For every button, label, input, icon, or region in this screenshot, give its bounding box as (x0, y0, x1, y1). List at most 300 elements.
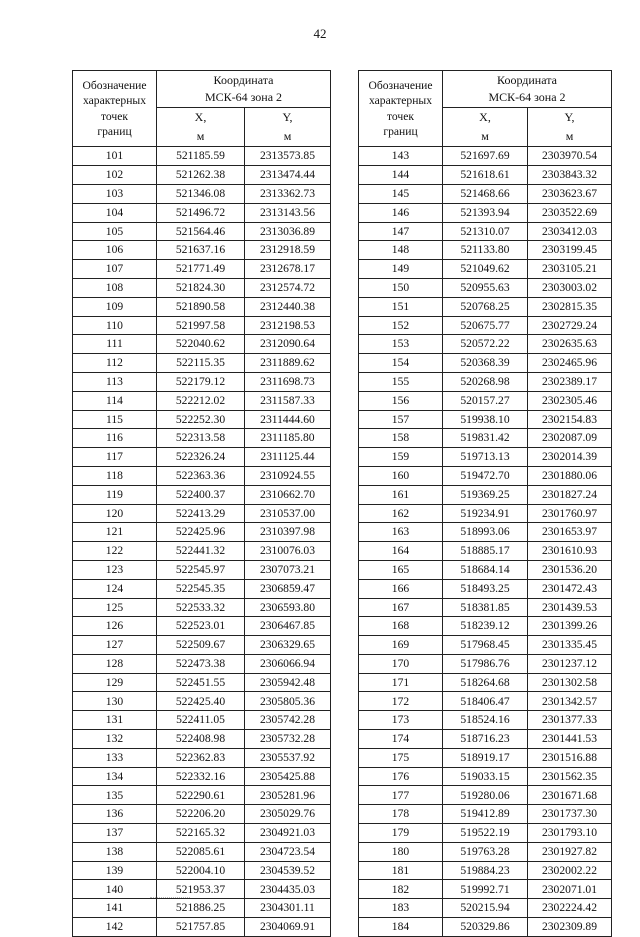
point-id-cell: 109 (73, 297, 157, 316)
point-id-cell: 142 (73, 918, 157, 937)
header-label-line: границ (97, 124, 132, 138)
point-id-cell: 164 (359, 542, 443, 561)
point-id-cell: 180 (359, 842, 443, 861)
y-coordinate-cell: 2313474.44 (245, 166, 331, 185)
point-id-cell: 138 (73, 842, 157, 861)
point-id-cell: 119 (73, 485, 157, 504)
point-id-cell: 133 (73, 748, 157, 767)
point-id-cell: 169 (359, 636, 443, 655)
x-coordinate-cell: 521618.61 (443, 166, 528, 185)
y-coordinate-cell: 2305942.48 (245, 673, 331, 692)
y-coordinate-cell: 2301562.35 (528, 767, 612, 786)
y-coordinate-cell: 2302305.46 (528, 391, 612, 410)
table-row (359, 767, 612, 786)
y-coordinate-cell: 2302224.42 (528, 899, 612, 918)
y-coordinate-cell: 2302071.01 (528, 880, 612, 899)
x-coordinate-cell: 520675.77 (443, 316, 528, 335)
y-coordinate-cell: 2312090.64 (245, 335, 331, 354)
table-row (73, 297, 331, 316)
table-row (359, 316, 612, 335)
table-row (73, 899, 331, 918)
table-row (73, 429, 331, 448)
x-coordinate-cell: 518716.23 (443, 730, 528, 749)
table-row (73, 203, 331, 222)
y-coordinate-cell: 2304723.54 (245, 842, 331, 861)
y-coordinate-cell: 2311889.62 (245, 354, 331, 373)
x-coordinate-cell: 521637.16 (157, 241, 245, 260)
table-row (73, 861, 331, 880)
point-id-cell: 146 (359, 203, 443, 222)
y-coordinate-cell: 2302729.24 (528, 316, 612, 335)
x-coordinate-cell: 520157.27 (443, 391, 528, 410)
table-row (73, 241, 331, 260)
x-axis-header (443, 108, 528, 147)
table-row (359, 673, 612, 692)
x-coordinate-cell: 522413.29 (157, 504, 245, 523)
header-label-line: МСК-64 зона 2 (204, 90, 283, 104)
table-row (359, 260, 612, 279)
y-coordinate-cell: 2313573.85 (245, 147, 331, 166)
x-coordinate-cell: 518493.25 (443, 579, 528, 598)
point-id-cell: 158 (359, 429, 443, 448)
point-id-cell: 143 (359, 147, 443, 166)
x-coordinate-cell: 521953.37 (157, 880, 245, 899)
y-axis-header (245, 108, 331, 147)
x-coordinate-cell: 519831.42 (443, 429, 528, 448)
x-coordinate-cell: 522545.97 (157, 560, 245, 579)
x-coordinate-cell: 520329.86 (443, 918, 528, 937)
y-coordinate-cell: 2313143.56 (245, 203, 331, 222)
table-row (73, 184, 331, 203)
y-coordinate-cell: 2301302.58 (528, 673, 612, 692)
x-coordinate-cell: 522545.35 (157, 579, 245, 598)
header-label-line: точек (386, 109, 415, 123)
point-id-cell: 105 (73, 222, 157, 241)
point-id-cell: 141 (73, 899, 157, 918)
y-coordinate-cell: 2307073.21 (245, 560, 331, 579)
x-coordinate-cell: 519763.28 (443, 842, 528, 861)
table-row (73, 748, 331, 767)
y-coordinate-cell: 2304921.03 (245, 824, 331, 843)
y-coordinate-cell: 2301793.10 (528, 824, 612, 843)
point-id-cell: 176 (359, 767, 443, 786)
table-row (359, 805, 612, 824)
y-coordinate-cell: 2301335.45 (528, 636, 612, 655)
x-coordinate-cell: 522523.01 (157, 617, 245, 636)
point-id-cell: 181 (359, 861, 443, 880)
x-coordinate-cell: 520768.25 (443, 297, 528, 316)
y-coordinate-cell: 2301342.57 (528, 692, 612, 711)
y-coordinate-cell: 2304301.11 (245, 899, 331, 918)
x-coordinate-cell: 518885.17 (443, 542, 528, 561)
table-row (359, 636, 612, 655)
y-coordinate-cell: 2301377.33 (528, 711, 612, 730)
point-id-cell: 156 (359, 391, 443, 410)
point-id-cell: 170 (359, 654, 443, 673)
table-row (359, 542, 612, 561)
y-coordinate-cell: 2303843.32 (528, 166, 612, 185)
table-row (359, 692, 612, 711)
x-coordinate-cell: 521697.69 (443, 147, 528, 166)
point-id-cell: 172 (359, 692, 443, 711)
page-number: 42 (313, 26, 327, 41)
y-coordinate-cell: 2303199.45 (528, 241, 612, 260)
x-coordinate-cell: 520572.22 (443, 335, 528, 354)
point-id-cell: 155 (359, 372, 443, 391)
x-coordinate-cell: 519412.89 (443, 805, 528, 824)
point-id-cell: 108 (73, 278, 157, 297)
point-id-cell: 163 (359, 523, 443, 542)
table-row (73, 354, 331, 373)
y-coordinate-cell: 2311698.73 (245, 372, 331, 391)
table-row (359, 166, 612, 185)
point-id-cell: 113 (73, 372, 157, 391)
table-row (359, 861, 612, 880)
x-coordinate-cell: 522408.98 (157, 730, 245, 749)
point-id-cell: 148 (359, 241, 443, 260)
point-id-cell: 152 (359, 316, 443, 335)
coordinates-table-right (358, 70, 612, 937)
point-id-cell: 168 (359, 617, 443, 636)
table-row (73, 485, 331, 504)
y-coordinate-cell: 2301237.12 (528, 654, 612, 673)
point-id-cell: 117 (73, 448, 157, 467)
y-coordinate-cell: 2303003.02 (528, 278, 612, 297)
table-row (73, 410, 331, 429)
point-designation-header (73, 71, 157, 147)
y-coordinate-cell: 2301610.93 (528, 542, 612, 561)
y-coordinate-cell: 2310397.98 (245, 523, 331, 542)
y-coordinate-cell: 2301671.68 (528, 786, 612, 805)
point-id-cell: 121 (73, 523, 157, 542)
y-coordinate-cell: 2312440.38 (245, 297, 331, 316)
point-id-cell: 165 (359, 560, 443, 579)
y-coordinate-cell: 2305742.28 (245, 711, 331, 730)
point-id-cell: 123 (73, 560, 157, 579)
table-row (73, 222, 331, 241)
y-coordinate-cell: 2304539.52 (245, 861, 331, 880)
table-row (73, 805, 331, 824)
x-coordinate-cell: 522313.58 (157, 429, 245, 448)
point-id-cell: 161 (359, 485, 443, 504)
x-coordinate-cell: 522115.35 (157, 354, 245, 373)
point-id-cell: 178 (359, 805, 443, 824)
point-id-cell: 184 (359, 918, 443, 937)
y-coordinate-cell: 2311125.44 (245, 448, 331, 467)
x-coordinate-cell: 520955.63 (443, 278, 528, 297)
point-id-cell: 122 (73, 542, 157, 561)
x-coordinate-cell: 522165.32 (157, 824, 245, 843)
point-id-cell: 137 (73, 824, 157, 843)
x-coordinate-cell: 518406.47 (443, 692, 528, 711)
y-coordinate-cell: 2301516.88 (528, 748, 612, 767)
table-row (359, 429, 612, 448)
y-coordinate-cell: 2310537.00 (245, 504, 331, 523)
x-coordinate-cell: 520368.39 (443, 354, 528, 373)
point-id-cell: 149 (359, 260, 443, 279)
point-id-cell: 144 (359, 166, 443, 185)
header-label-line: границ (383, 124, 418, 138)
point-id-cell: 104 (73, 203, 157, 222)
y-coordinate-cell: 2301880.06 (528, 466, 612, 485)
table-row (359, 748, 612, 767)
unit-label: м (283, 129, 292, 144)
table-row (73, 692, 331, 711)
point-id-cell: 153 (359, 335, 443, 354)
x-coordinate-cell: 519713.13 (443, 448, 528, 467)
header-label-line: характерных (82, 94, 146, 108)
table-row (73, 598, 331, 617)
x-coordinate-cell: 521468.66 (443, 184, 528, 203)
x-coordinate-cell: 522533.32 (157, 598, 245, 617)
header-label-line: Координата (497, 72, 557, 87)
x-coordinate-cell: 518993.06 (443, 523, 528, 542)
point-id-cell: 129 (73, 673, 157, 692)
point-id-cell: 112 (73, 354, 157, 373)
x-coordinate-cell: 517968.45 (443, 636, 528, 655)
y-coordinate-cell: 2302635.63 (528, 335, 612, 354)
point-id-cell: 101 (73, 147, 157, 166)
table-row (359, 730, 612, 749)
point-id-cell: 139 (73, 861, 157, 880)
x-coordinate-cell: 521133.80 (443, 241, 528, 260)
table-row (73, 786, 331, 805)
table-row (73, 730, 331, 749)
x-coordinate-cell: 521049.62 (443, 260, 528, 279)
table-row (359, 523, 612, 542)
table-row (359, 598, 612, 617)
table-row (359, 391, 612, 410)
point-id-cell: 125 (73, 598, 157, 617)
table-row (73, 166, 331, 185)
x-coordinate-cell: 522451.55 (157, 673, 245, 692)
point-id-cell: 159 (359, 448, 443, 467)
point-id-cell: 182 (359, 880, 443, 899)
x-coordinate-cell: 519938.10 (443, 410, 528, 429)
table-row (359, 617, 612, 636)
unit-label: м (196, 129, 205, 144)
y-coordinate-cell: 2306859.47 (245, 579, 331, 598)
y-coordinate-cell: 2301536.20 (528, 560, 612, 579)
point-id-cell: 102 (73, 166, 157, 185)
x-coordinate-cell: 519884.23 (443, 861, 528, 880)
point-id-cell: 171 (359, 673, 443, 692)
scan-artifact-dots (150, 897, 190, 898)
y-coordinate-cell: 2313362.73 (245, 184, 331, 203)
table-row (359, 410, 612, 429)
point-id-cell: 127 (73, 636, 157, 655)
table-row (73, 147, 331, 166)
x-coordinate-cell: 519280.06 (443, 786, 528, 805)
unit-label: м (565, 129, 574, 144)
y-coordinate-cell: 2301927.82 (528, 842, 612, 861)
y-coordinate-cell: 2302815.35 (528, 297, 612, 316)
point-id-cell: 134 (73, 767, 157, 786)
table-row (359, 899, 612, 918)
point-id-cell: 118 (73, 466, 157, 485)
table-row (359, 354, 612, 373)
coordinates-table-right-body (359, 147, 612, 936)
table-row (73, 824, 331, 843)
x-coordinate-cell: 522425.96 (157, 523, 245, 542)
point-id-cell: 128 (73, 654, 157, 673)
x-coordinate-cell: 521824.30 (157, 278, 245, 297)
x-coordinate-cell: 518239.12 (443, 617, 528, 636)
table-row (73, 372, 331, 391)
x-coordinate-cell: 522085.61 (157, 842, 245, 861)
y-coordinate-cell: 2302002.22 (528, 861, 612, 880)
coordinates-table-left-body (73, 147, 331, 936)
y-coordinate-cell: 2302087.09 (528, 429, 612, 448)
y-coordinate-cell: 2310076.03 (245, 542, 331, 561)
x-coordinate-cell: 521564.46 (157, 222, 245, 241)
point-id-cell: 166 (359, 579, 443, 598)
point-id-cell: 145 (359, 184, 443, 203)
point-id-cell: 114 (73, 391, 157, 410)
x-coordinate-cell: 518919.17 (443, 748, 528, 767)
x-coordinate-cell: 522252.30 (157, 410, 245, 429)
x-coordinate-cell: 521262.38 (157, 166, 245, 185)
table-row (73, 617, 331, 636)
table-row (359, 504, 612, 523)
unit-label: м (481, 129, 489, 144)
table-row (73, 448, 331, 467)
point-id-cell: 131 (73, 711, 157, 730)
x-coordinate-cell: 522411.05 (157, 711, 245, 730)
point-id-cell: 106 (73, 241, 157, 260)
y-coordinate-cell: 2303522.69 (528, 203, 612, 222)
x-coordinate-cell: 521393.94 (443, 203, 528, 222)
y-coordinate-cell: 2305029.76 (245, 805, 331, 824)
point-id-cell: 110 (73, 316, 157, 335)
x-coordinate-cell: 518524.16 (443, 711, 528, 730)
point-id-cell: 111 (73, 335, 157, 354)
y-coordinate-cell: 2304435.03 (245, 880, 331, 899)
y-coordinate-cell: 2301472.43 (528, 579, 612, 598)
point-id-cell: 107 (73, 260, 157, 279)
x-coordinate-cell: 522473.38 (157, 654, 245, 673)
point-id-cell: 116 (73, 429, 157, 448)
table-row (359, 880, 612, 899)
y-label: Y, (564, 110, 575, 124)
point-id-cell: 157 (359, 410, 443, 429)
y-coordinate-cell: 2302309.89 (528, 918, 612, 937)
table-row (73, 278, 331, 297)
point-id-cell: 160 (359, 466, 443, 485)
table-row (73, 842, 331, 861)
x-coordinate-cell: 518264.68 (443, 673, 528, 692)
header-label-line: точек (100, 109, 129, 123)
table-row (73, 673, 331, 692)
x-coordinate-cell: 522425.40 (157, 692, 245, 711)
x-coordinate-cell: 517986.76 (443, 654, 528, 673)
x-coordinate-cell: 519369.25 (443, 485, 528, 504)
y-coordinate-cell: 2310662.70 (245, 485, 331, 504)
y-coordinate-cell: 2301399.26 (528, 617, 612, 636)
y-coordinate-cell: 2301737.30 (528, 805, 612, 824)
y-coordinate-cell: 2301760.97 (528, 504, 612, 523)
table-row (359, 842, 612, 861)
header-label-line: Координата (213, 72, 274, 87)
x-coordinate-cell: 519472.70 (443, 466, 528, 485)
x-coordinate-cell: 522040.62 (157, 335, 245, 354)
y-coordinate-cell: 2313036.89 (245, 222, 331, 241)
y-coordinate-cell: 2312918.59 (245, 241, 331, 260)
y-coordinate-cell: 2311444.60 (245, 410, 331, 429)
x-coordinate-cell: 520268.98 (443, 372, 528, 391)
y-axis-header (528, 108, 612, 147)
x-coordinate-cell: 521310.07 (443, 222, 528, 241)
point-id-cell: 136 (73, 805, 157, 824)
x-coordinate-cell: 522509.67 (157, 636, 245, 655)
table-row (359, 203, 612, 222)
point-id-cell: 175 (359, 748, 443, 767)
y-coordinate-cell: 2302389.17 (528, 372, 612, 391)
point-id-cell: 115 (73, 410, 157, 429)
point-id-cell: 150 (359, 278, 443, 297)
y-coordinate-cell: 2301827.24 (528, 485, 612, 504)
y-label: Y, (282, 110, 293, 124)
y-coordinate-cell: 2303412.03 (528, 222, 612, 241)
table-row (359, 560, 612, 579)
point-id-cell: 177 (359, 786, 443, 805)
table-row (359, 372, 612, 391)
y-coordinate-cell: 2301653.97 (528, 523, 612, 542)
x-coordinate-cell: 520215.94 (443, 899, 528, 918)
table-row (73, 579, 331, 598)
table-row (359, 278, 612, 297)
table-row (73, 504, 331, 523)
y-coordinate-cell: 2311587.33 (245, 391, 331, 410)
table-row (73, 918, 331, 937)
table-row (73, 316, 331, 335)
point-id-cell: 179 (359, 824, 443, 843)
y-coordinate-cell: 2310924.55 (245, 466, 331, 485)
y-coordinate-cell: 2302154.83 (528, 410, 612, 429)
y-coordinate-cell: 2301439.53 (528, 598, 612, 617)
y-coordinate-cell: 2311185.80 (245, 429, 331, 448)
x-coordinate-cell: 522441.32 (157, 542, 245, 561)
x-coordinate-cell: 521886.25 (157, 899, 245, 918)
table-row (359, 918, 612, 937)
header-label-line: Обозначение (368, 79, 433, 93)
point-id-cell: 151 (359, 297, 443, 316)
x-coordinate-cell: 522004.10 (157, 861, 245, 880)
x-coordinate-cell: 521771.49 (157, 260, 245, 279)
x-coordinate-cell: 521346.08 (157, 184, 245, 203)
x-label: X, (194, 110, 207, 124)
table-row (359, 579, 612, 598)
point-id-cell: 167 (359, 598, 443, 617)
x-label: X, (479, 110, 491, 124)
x-coordinate-cell: 522363.36 (157, 466, 245, 485)
coordinates-table-left (72, 70, 331, 937)
table-row (359, 485, 612, 504)
x-coordinate-cell: 522362.83 (157, 748, 245, 767)
y-coordinate-cell: 2301441.53 (528, 730, 612, 749)
table-row (73, 542, 331, 561)
table-row (359, 335, 612, 354)
point-id-cell: 147 (359, 222, 443, 241)
x-coordinate-cell: 519033.15 (443, 767, 528, 786)
x-coordinate-cell: 522212.02 (157, 391, 245, 410)
table-row (73, 767, 331, 786)
point-id-cell: 132 (73, 730, 157, 749)
table-row (359, 466, 612, 485)
header-label-line: Обозначение (82, 79, 147, 93)
x-coordinate-cell: 521496.72 (157, 203, 245, 222)
y-coordinate-cell: 2306593.80 (245, 598, 331, 617)
